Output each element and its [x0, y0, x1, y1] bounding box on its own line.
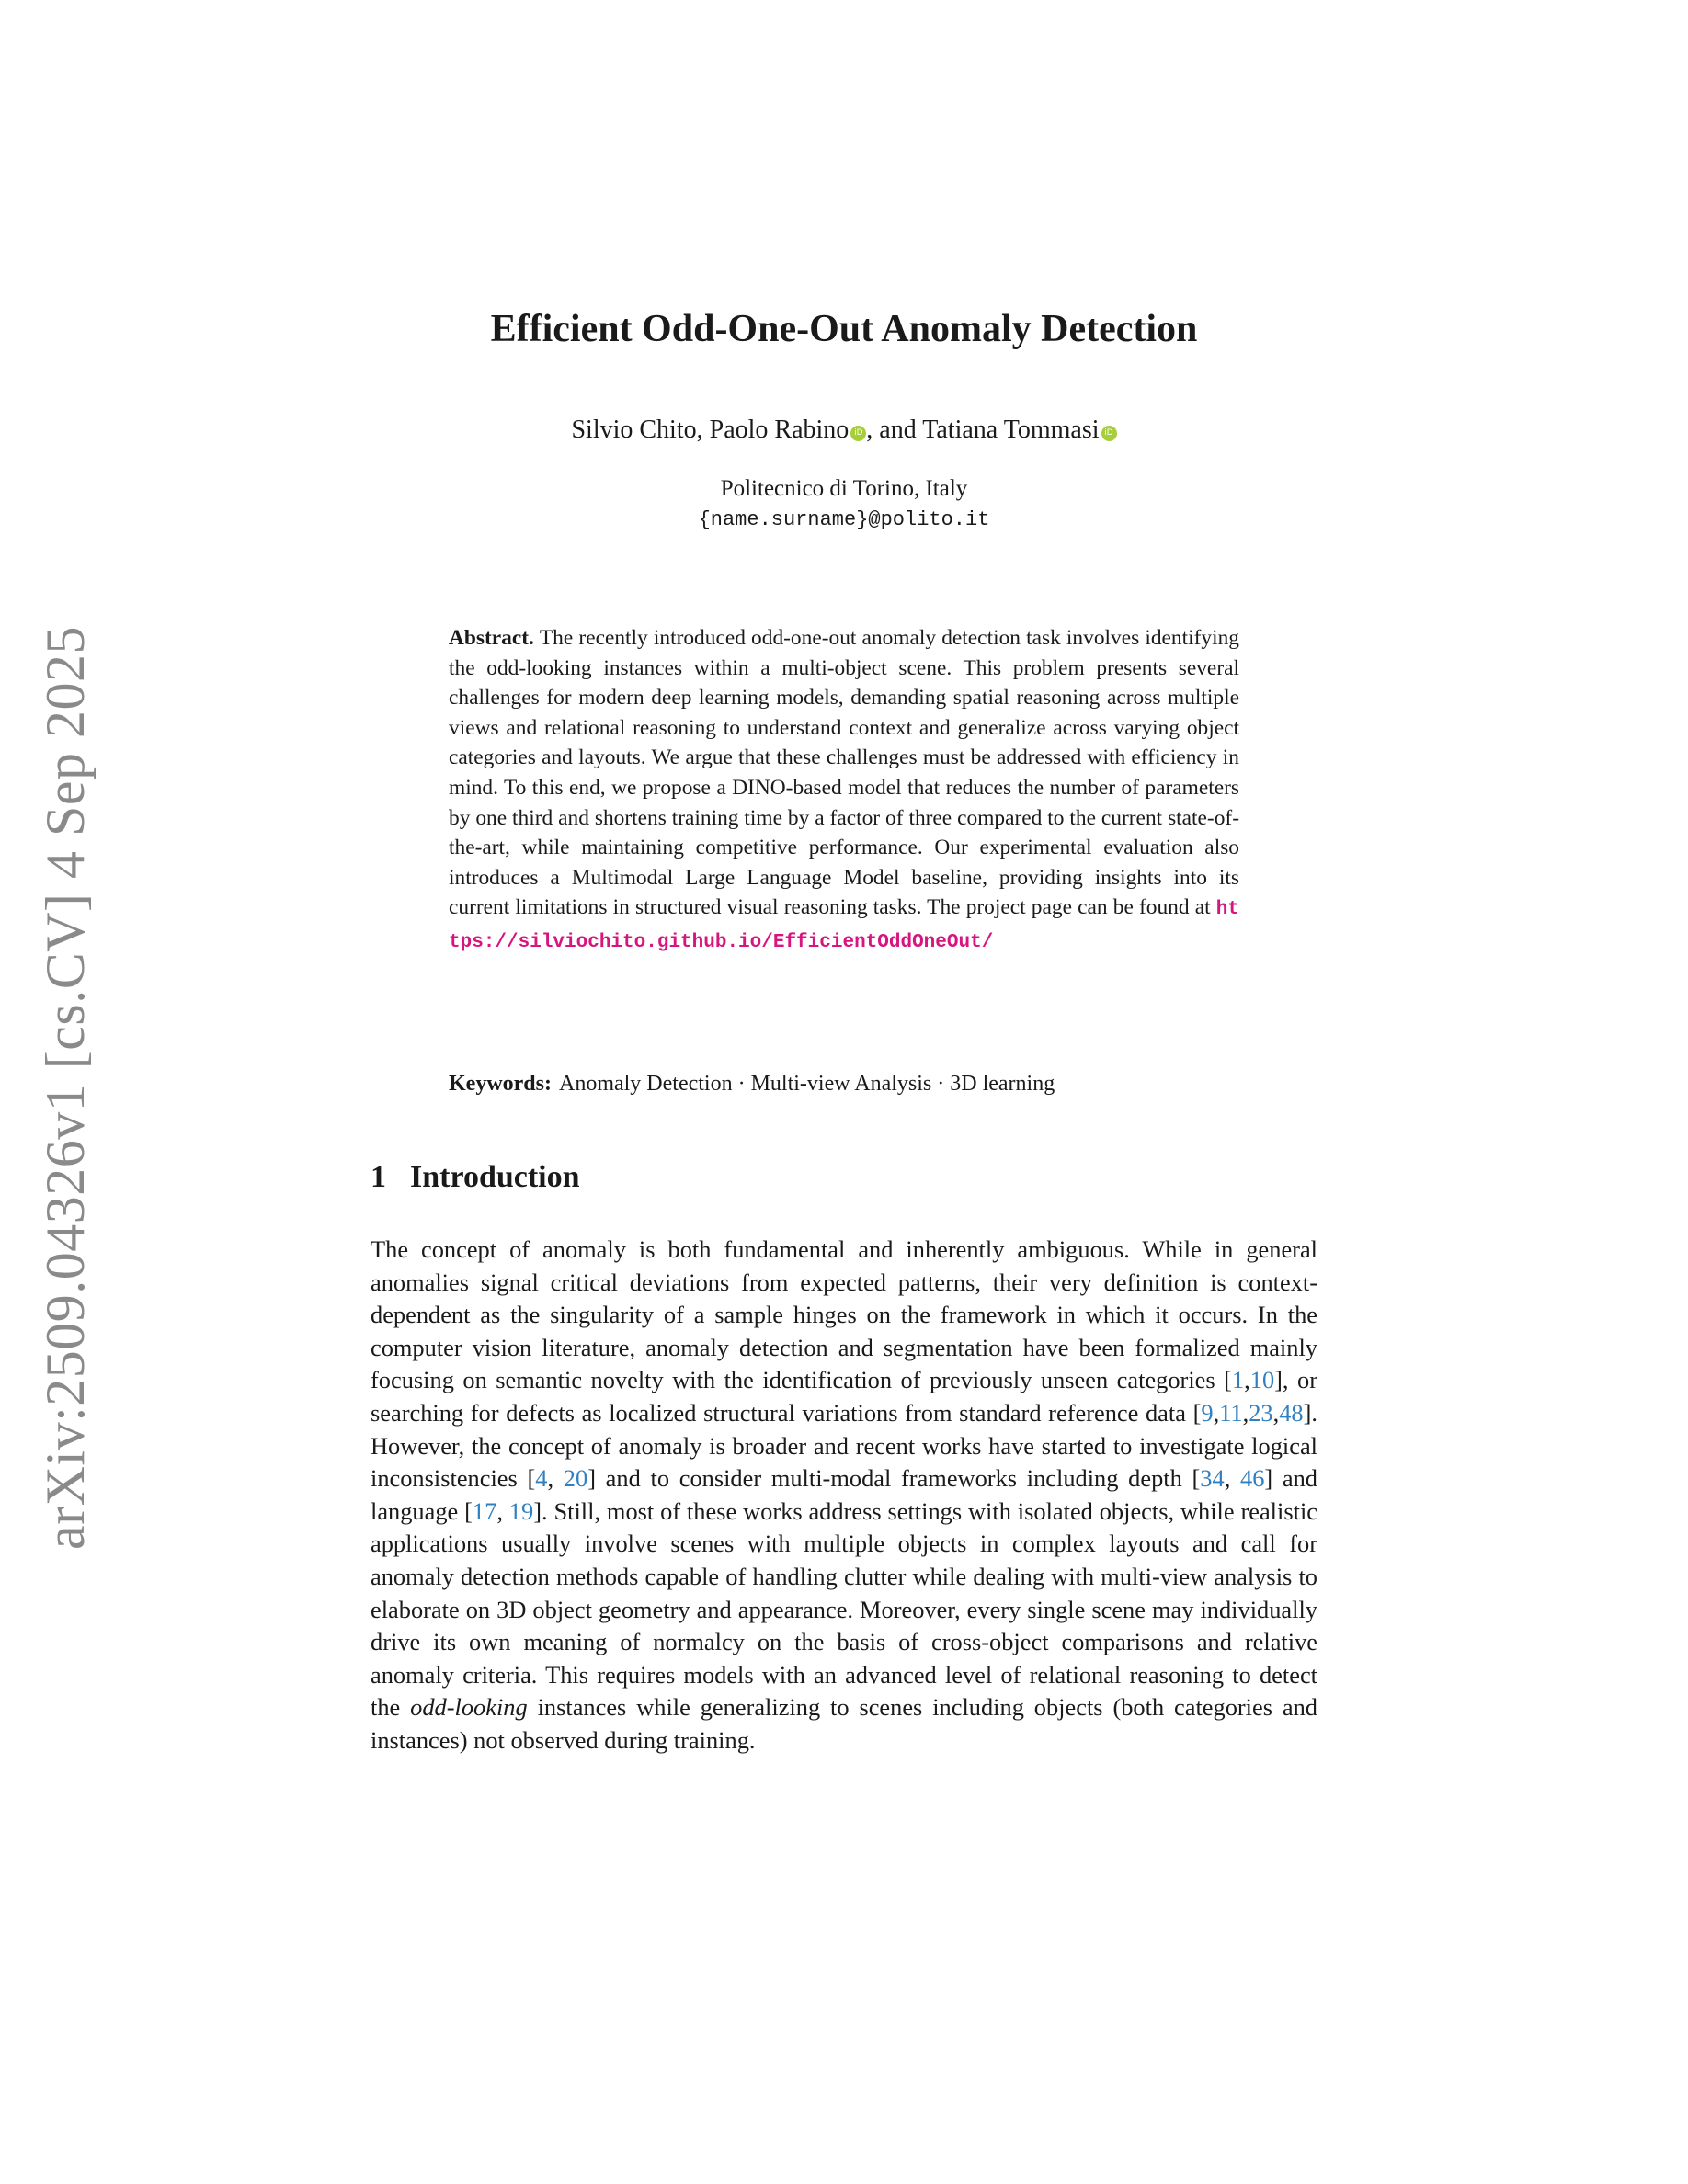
intro-text: ], or searching for defects as localized structural variations from standard reference data [	[371, 1366, 1318, 1427]
paper-title: Efficient Odd-One-Out Anomaly Detection	[490, 308, 1198, 350]
author-list	[0, 415, 1688, 445]
citation-separator: ,	[1244, 1366, 1250, 1394]
intro-text: ]. However, the concept of anomaly is broader and recent works have started to investigate logical inconsistencies [	[371, 1398, 1317, 1493]
citation-separator: ,	[1272, 1398, 1280, 1427]
citation-link[interactable]: 46	[1240, 1464, 1265, 1493]
author-email: {name.surname}@polito.it	[698, 508, 990, 531]
orcid-icon[interactable]: iD	[1101, 426, 1117, 441]
intro-text: instances while generalizing to scenes including objects (both categories and instances) not observed during training.	[371, 1693, 1317, 1754]
intro-text: ]. Still, most of these works address settings with isolated objects, while realistic applications usually involve scenes with multiple objects in complex layouts and call for anomaly detection methods capable of handling clutter while dealing with multi-view analysis to elaborate on 3D object geometry and appearance. Moreover, every single scene may individually drive its own meaning of normalcy on the basis of cross-object comparisons and relative anomaly criteria. This requires models with an advanced level of relational reasoning to detect the	[371, 1496, 1317, 1722]
author-separator: , and	[866, 415, 923, 444]
citation-link[interactable]: 48	[1279, 1398, 1304, 1427]
author-name: Silvio Chito	[571, 415, 697, 444]
citation-separator: ,	[496, 1496, 509, 1525]
citation-separator: ,	[547, 1464, 564, 1493]
emphasized-term: odd-looking	[410, 1693, 528, 1722]
arxiv-identifier	[37, 623, 96, 1552]
keywords	[449, 1072, 1239, 1097]
citation-link[interactable]: 1	[1231, 1366, 1245, 1394]
intro-text: The concept of anomaly is both fundamental and inherently ambiguous. While in general anomalies signal critical deviations from expected patterns, their very definition is context-dependent as the singularity of a sample hinges on the framework in which it occurs. In the computer vision literature, anomaly detection and segmentation have been formalized mainly focusing on semantic novelty with the identification of previously unseen categories [	[371, 1235, 1317, 1394]
orcid-icon[interactable]: iD	[850, 426, 866, 441]
abstract-text: The recently introduced odd-one-out anomaly detection task involves identifying the odd-looking instances within a multi-object scene. This problem presents several challenges for modern deep learning models, demanding spatial reasoning across multiple views and relational reasoning to understand context and generalize across varying object categories and layouts. We argue that these challenges must be addressed with efficiency in mind. To this end, we propose a DINO-based model that reduces the number of parameters by one third and shortens training time by a factor of three compared to the current state-of-the-art, while maintaining competitive performance. Our experimental evaluation also introduces a Multimodal Large Language Model baseline, providing insights into its current limitations in structured visual reasoning tasks. The project page can be found at	[449, 626, 1239, 920]
project-page-link[interactable]: https://silviochito.github.io/EfficientOddOneOut/	[449, 899, 1239, 953]
keywords-label: Keywords:	[449, 1072, 552, 1096]
abstract	[449, 623, 1239, 959]
section-number: 1	[371, 1160, 386, 1194]
citation-separator: ,	[1213, 1398, 1220, 1427]
citation-link[interactable]: 4	[535, 1464, 548, 1493]
citation-separator: ,	[1224, 1464, 1240, 1493]
abstract-label: Abstract.	[449, 626, 534, 650]
citation-link[interactable]: 10	[1249, 1366, 1275, 1394]
author-name: Tatiana Tommasi	[922, 415, 1100, 444]
intro-paragraph	[371, 1234, 1317, 1757]
intro-text: ] and to consider multi-modal frameworks including depth [	[587, 1464, 1201, 1493]
citation-link[interactable]: 19	[508, 1496, 534, 1525]
keywords-text: Anomaly Detection · Multi-view Analysis · 3D learning	[558, 1072, 1055, 1096]
section-heading	[371, 1160, 580, 1195]
citation-link[interactable]: 20	[563, 1464, 588, 1493]
citation-link[interactable]: 11	[1219, 1398, 1243, 1427]
citation-link[interactable]: 17	[472, 1496, 497, 1525]
citation-link[interactable]: 23	[1249, 1398, 1273, 1427]
arxiv-identifier-text: arXiv:2509.04326v1 [cs.CV] 4 Sep 2025	[35, 625, 97, 1550]
intro-text: ] and language [	[371, 1464, 1317, 1525]
author-name: Paolo Rabino	[709, 415, 850, 444]
citation-link[interactable]: 34	[1200, 1464, 1225, 1493]
affiliation: Politecnico di Torino, Italy	[720, 476, 968, 501]
author-separator: ,	[696, 415, 710, 444]
citation-separator: ,	[1242, 1398, 1249, 1427]
citation-link[interactable]: 9	[1201, 1398, 1214, 1427]
section-title: Introduction	[410, 1160, 580, 1194]
